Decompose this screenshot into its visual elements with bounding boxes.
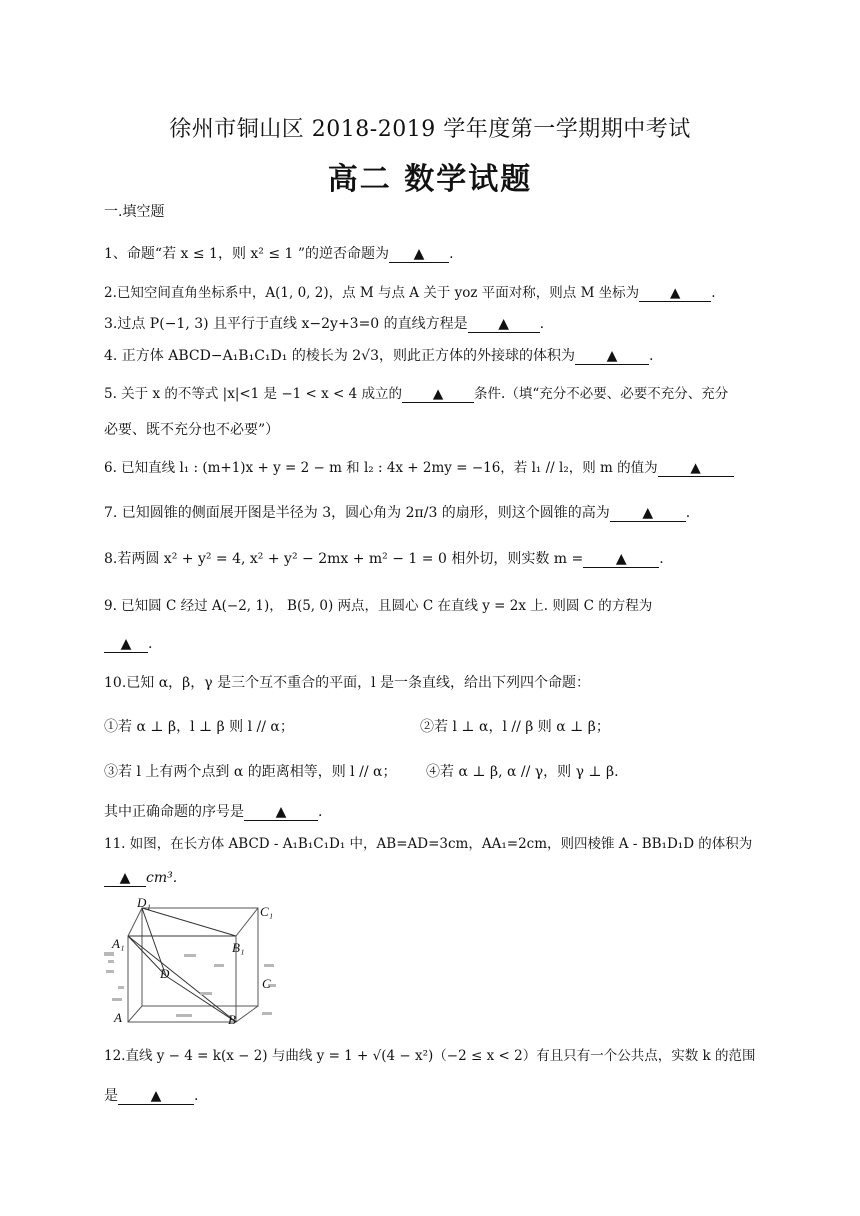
exam-title: 徐州市铜山区 2018-2019 学年度第一学期期中考试: [169, 117, 691, 142]
question-6: [104, 458, 764, 478]
question-text: 9. 已知圆 C 经过 A(−2, 1)， B(5, 0) 两点，且圆心 C 在直线 y = 2x 上. 则圆 C 的方程为: [104, 598, 653, 614]
question-1: 1、命题“若 x ≤ 1，则 x² ≤ 1 ”的逆否命题为 ▲ .: [104, 246, 454, 262]
question-4: 4. 正方体 ABCD−A₁B₁C₁D₁ 的棱长为 2√3，则此正方体的外接球的体积为 ▲ .: [104, 348, 654, 364]
question-5-continued: 必要、既不充分也不必要”）: [104, 422, 280, 438]
proposition-4: ④若 α ⊥ β, α // γ，则 γ ⊥ β.: [426, 764, 619, 780]
answer-blank: ▲: [583, 551, 659, 568]
answer-blank: ▲: [244, 804, 318, 821]
answer-blank: ▲: [610, 505, 686, 522]
proposition-3: ③若 l 上有两个点到 α 的距离相等，则 l // α；: [104, 764, 397, 780]
label-B: B: [228, 1012, 236, 1027]
question-text: 5. 关于 x 的不等式 |x|<1 是 −1 < x < 4 成立的: [104, 386, 403, 402]
answer-blank: ▲: [118, 1088, 194, 1105]
question-9: [104, 596, 764, 616]
question-2: 2.已知空间直角坐标系中，A(1, 0, 2)，点 M 与点 A 关于 yoz 平面对称，则点 M 坐标为 ▲ .: [104, 285, 716, 301]
question-text: 其中正确命题的序号是: [104, 804, 244, 820]
question-text: 12.直线 y − 4 = k(x − 2) 与曲线 y = 1 + √(4 − x²)（−2 ≤ x < 2）有且只有一个公共点，实数 k 的范围: [104, 1048, 756, 1064]
question-9-continued: ▲ .: [104, 634, 764, 654]
question-text: 11. 如图，在长方体 ABCD - A₁B₁C₁D₁ 中，AB=AD=3cm，AA₁=2cm，则四棱锥 A - BB₁D₁D 的体积为: [104, 836, 753, 852]
answer-blank: ▲: [402, 386, 474, 403]
proposition-2: ②若 l ⊥ α，l // β 则 α ⊥ β；: [420, 719, 610, 735]
proposition-1: ①若 α ⊥ β，l ⊥ β 则 l // α；: [104, 719, 294, 735]
question-text: 是: [104, 1088, 118, 1104]
exam-subtitle: 高二 数学试题: [327, 162, 533, 197]
question-text: 条件.（填“充分不必要、必要不充分、充分: [474, 386, 729, 402]
question-7: 7. 已知圆锥的侧面展开图是半径为 3，圆心角为 2π/3 的扇形，则这个圆锥的高为 ▲ .: [104, 505, 691, 521]
question-3: 3.过点 P(−1, 3) 且平行于直线 x−2y+3=0 的直线方程是 ▲ .: [104, 316, 545, 332]
question-11-continued: [104, 868, 764, 888]
question-10: 10.已知 α，β，γ 是三个互不重合的平面，l 是一条直线，给出下列四个命题：: [104, 675, 591, 691]
question-12-continued: 是 ▲ .: [104, 1088, 199, 1104]
label-D: D: [160, 966, 170, 981]
label-C: C: [262, 976, 271, 991]
answer-blank: ▲: [639, 285, 711, 302]
label-A1: A₁: [112, 936, 125, 951]
question-8: 8.若两圆 x² + y² = 4, x² + y² − 2mx + m² − 1 = 0 相外切，则实数 m = ▲ .: [104, 551, 664, 567]
label-C1: C₁: [260, 904, 274, 919]
unit-text: cm³.: [146, 870, 178, 886]
section-heading: 一.填空题: [104, 204, 165, 220]
label-D1: D₁: [137, 895, 151, 910]
question-12: [104, 1046, 764, 1066]
proposition-row-2: [104, 762, 764, 782]
label-A: A: [114, 1010, 122, 1025]
question-text: 1、命题“若 x ≤ 1，则 x² ≤ 1 ”的逆否命题为: [104, 246, 390, 262]
question-5: [104, 384, 764, 404]
question-10-answer: 其中正确命题的序号是 ▲ .: [104, 804, 323, 820]
answer-blank: ▲: [468, 316, 540, 333]
question-text: 2.已知空间直角坐标系中，A(1, 0, 2)，点 M 与点 A 关于 yoz 平面对称，则点 M 坐标为: [104, 285, 640, 301]
question-text: 4. 正方体 ABCD−A₁B₁C₁D₁ 的棱长为 2√3，则此正方体的外接球的体积为: [104, 348, 576, 364]
question-text: 8.若两圆 x² + y² = 4, x² + y² − 2mx + m² − 1 = 0 相外切，则实数 m =: [104, 551, 584, 567]
question-text: 6. 已知直线 l₁ : (m+1)x + y = 2 − m 和 l₂ : 4x + 2my = −16，若 l₁ // l₂，则 m 的值为: [104, 460, 658, 476]
proposition-row-1: [104, 717, 764, 737]
answer-blank: ▲: [104, 636, 148, 653]
answer-blank: ▲: [575, 348, 649, 365]
question-text: 7. 已知圆锥的侧面展开图是半径为 3，圆心角为 2π/3 的扇形，则这个圆锥的高为: [104, 505, 610, 521]
label-B1: B₁: [232, 940, 245, 955]
cuboid-figure: [104, 894, 280, 1030]
answer-blank: ▲: [658, 460, 734, 477]
answer-blank: ▲: [104, 870, 146, 887]
figure-texture: [104, 952, 276, 1017]
question-text: 3.过点 P(−1, 3) 且平行于直线 x−2y+3=0 的直线方程是: [104, 316, 468, 332]
question-11: [104, 834, 764, 854]
answer-blank: ▲: [389, 246, 449, 263]
